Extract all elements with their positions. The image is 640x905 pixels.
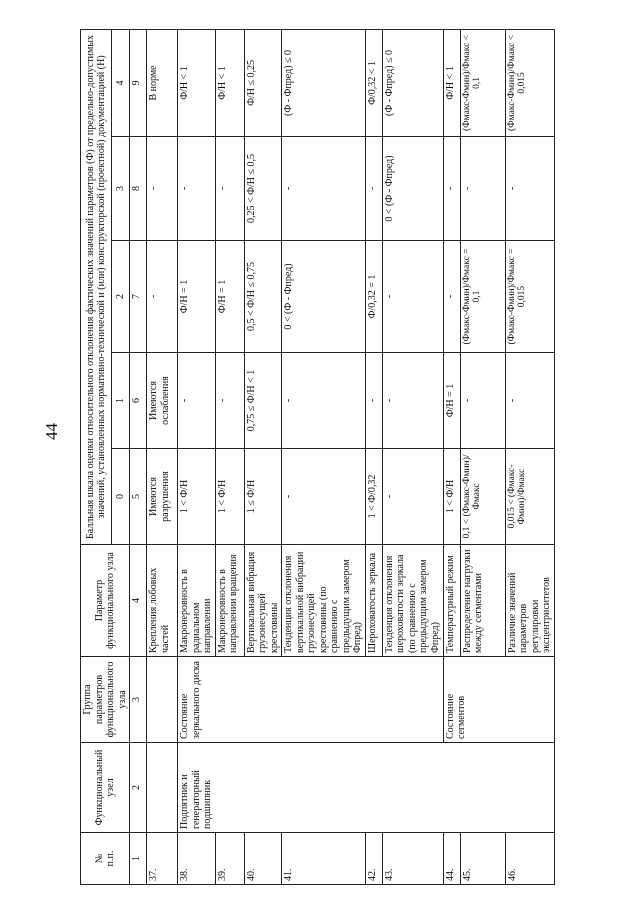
score3-cell: -	[365, 137, 382, 241]
row-number: 41.	[282, 833, 366, 885]
row-number: 44.	[443, 833, 460, 885]
score4-cell: Ф/Н < 1	[178, 29, 216, 136]
score4-cell: (Фмакс-Фмин)/Фмакс < 0,015	[505, 29, 554, 136]
col-number: 4	[130, 545, 147, 657]
group-cell: Состояние сегментов	[443, 657, 554, 743]
param-cell: Тенденция отклонения шероховатости зеркала (по сравнению с предыдущим замером Фпред)	[382, 545, 443, 657]
table-row	[147, 29, 178, 884]
score4-cell: Ф/0,32 < 1	[365, 29, 382, 136]
param-cell: Вертикальная вибрация грузонесущей крестовины	[244, 545, 282, 657]
score3-cell: -	[282, 137, 366, 241]
header-num: № п.п.	[81, 833, 130, 885]
row-number: 43.	[382, 833, 443, 885]
score1-cell: 0,75 ≤ Ф/Н < 1	[244, 353, 282, 449]
score4-cell: (Ф - Фпред) ≤ 0	[282, 29, 366, 136]
column-number-row	[130, 29, 147, 884]
score3-cell: -	[215, 137, 244, 241]
score0-cell: Имеются разрушения	[147, 449, 178, 545]
score2-cell: -	[382, 241, 443, 353]
param-cell: Макронеровность в радиальном направлении	[178, 545, 216, 657]
score2-cell: Ф/Н = 1	[178, 241, 216, 353]
score3-cell: -	[147, 137, 178, 241]
rotated-table-container	[80, 30, 620, 885]
score2-cell: 0,5 < Ф/Н ≤ 0,75	[244, 241, 282, 353]
score1-cell: Ф/Н = 1	[443, 353, 460, 449]
header-scale: Балльная шкала оценки относительного отклонения фактических значений параметров (Ф) от предельно-допустимых значений, установленных нормативно-технической и (или) конструкторской (проектной) документацией (Н)	[81, 29, 112, 544]
score1-cell: -	[505, 353, 554, 449]
assessment-table	[80, 29, 555, 885]
score3-cell: -	[460, 137, 505, 241]
table-row	[178, 29, 216, 884]
score0-cell: 1 < Ф/Н	[215, 449, 244, 545]
col-number: 5	[130, 449, 147, 545]
col-number: 7	[130, 241, 147, 353]
score0-cell: 0,015 < (Фмакс-Фмин)/Фмакс	[505, 449, 554, 545]
param-cell: Различие значений параметров регулировки эксцентриситетов	[505, 545, 554, 657]
param-cell: Крепления лобовых частей	[147, 545, 178, 657]
param-cell: Макронеровность в направлении вращения	[215, 545, 244, 657]
score4-cell: В норме	[147, 29, 178, 136]
score3-cell: -	[178, 137, 216, 241]
unit-cell	[147, 743, 178, 833]
score4-cell: (Фмакс-Фмин)/Фмакс < 0,1	[460, 29, 505, 136]
row-number: 38.	[178, 833, 216, 885]
row-number: 37.	[147, 833, 178, 885]
score2-cell: -	[443, 241, 460, 353]
score2-cell: 0 < (Ф - Фпред)	[282, 241, 366, 353]
row-number: 40.	[244, 833, 282, 885]
score1-cell: -	[215, 353, 244, 449]
score4-cell: Ф/Н < 1	[443, 29, 460, 136]
score0-cell: -	[282, 449, 366, 545]
score3-cell: 0 < (Ф - Фпред)	[382, 137, 443, 241]
score0-cell: 1 < Ф/Н	[178, 449, 216, 545]
param-cell: Тенденция отклонения вертикальной вибрации грузонесущей крестовины (по сравнению с предыдущим замером Фпред)	[282, 545, 366, 657]
score3-cell: -	[505, 137, 554, 241]
score4-cell: Ф/Н < 1	[215, 29, 244, 136]
score-2: 2	[112, 241, 130, 353]
score0-cell: -	[382, 449, 443, 545]
param-cell: Температурный режим	[443, 545, 460, 657]
score3-cell: -	[443, 137, 460, 241]
score0-cell: 0,1 < (Фмакс-Фмин)/Фмакс	[460, 449, 505, 545]
score4-cell: Ф/Н ≤ 0,25	[244, 29, 282, 136]
param-cell: Шероховатость зеркала	[365, 545, 382, 657]
page-number: 44	[42, 423, 61, 440]
row-number: 46.	[505, 833, 554, 885]
score1-cell: -	[460, 353, 505, 449]
score-0: 0	[112, 449, 130, 545]
score2-cell: (Фмакс-Фмин)/Фмакс = 0,1	[460, 241, 505, 353]
col-number: 1	[130, 833, 147, 885]
score1-cell: -	[365, 353, 382, 449]
score1-cell: -	[382, 353, 443, 449]
score1-cell: -	[282, 353, 366, 449]
score3-cell: 0,25 < Ф/Н ≤ 0,5	[244, 137, 282, 241]
score2-cell: -	[147, 241, 178, 353]
score2-cell: Ф/0,32 = 1	[365, 241, 382, 353]
score-1: 1	[112, 353, 130, 449]
score0-cell: 1 < Ф/Н	[443, 449, 460, 545]
col-number: 2	[130, 743, 147, 833]
header-unit: Функциональный узел	[81, 743, 130, 833]
score2-cell: (Фмакс-Фмин)/Фмакс = 0,015	[505, 241, 554, 353]
score4-cell: (Ф - Фпред) ≤ 0	[382, 29, 443, 136]
col-number: 6	[130, 353, 147, 449]
score-4: 4	[112, 29, 130, 136]
row-number: 42.	[365, 833, 382, 885]
row-number: 39.	[215, 833, 244, 885]
header-row	[81, 29, 112, 884]
score0-cell: 1 < Ф/0,32	[365, 449, 382, 545]
score-3: 3	[112, 137, 130, 241]
row-number: 45.	[460, 833, 505, 885]
header-param: Параметр функционального узла	[81, 545, 130, 657]
col-number: 3	[130, 657, 147, 743]
group-cell: Состояние зеркального диска	[178, 657, 444, 743]
param-cell: Распределение нагрузки между сегментами	[460, 545, 505, 657]
header-group: Группа параметров функционального узла	[81, 657, 130, 743]
col-number: 8	[130, 137, 147, 241]
score1-cell: -	[178, 353, 216, 449]
unit-cell: Подпятник и генераторный подшипник	[178, 743, 555, 833]
score2-cell: Ф/Н = 1	[215, 241, 244, 353]
group-cell	[147, 657, 178, 743]
score0-cell: 1 ≤ Ф/Н	[244, 449, 282, 545]
score1-cell: Имеются ослабления	[147, 353, 178, 449]
col-number: 9	[130, 29, 147, 136]
